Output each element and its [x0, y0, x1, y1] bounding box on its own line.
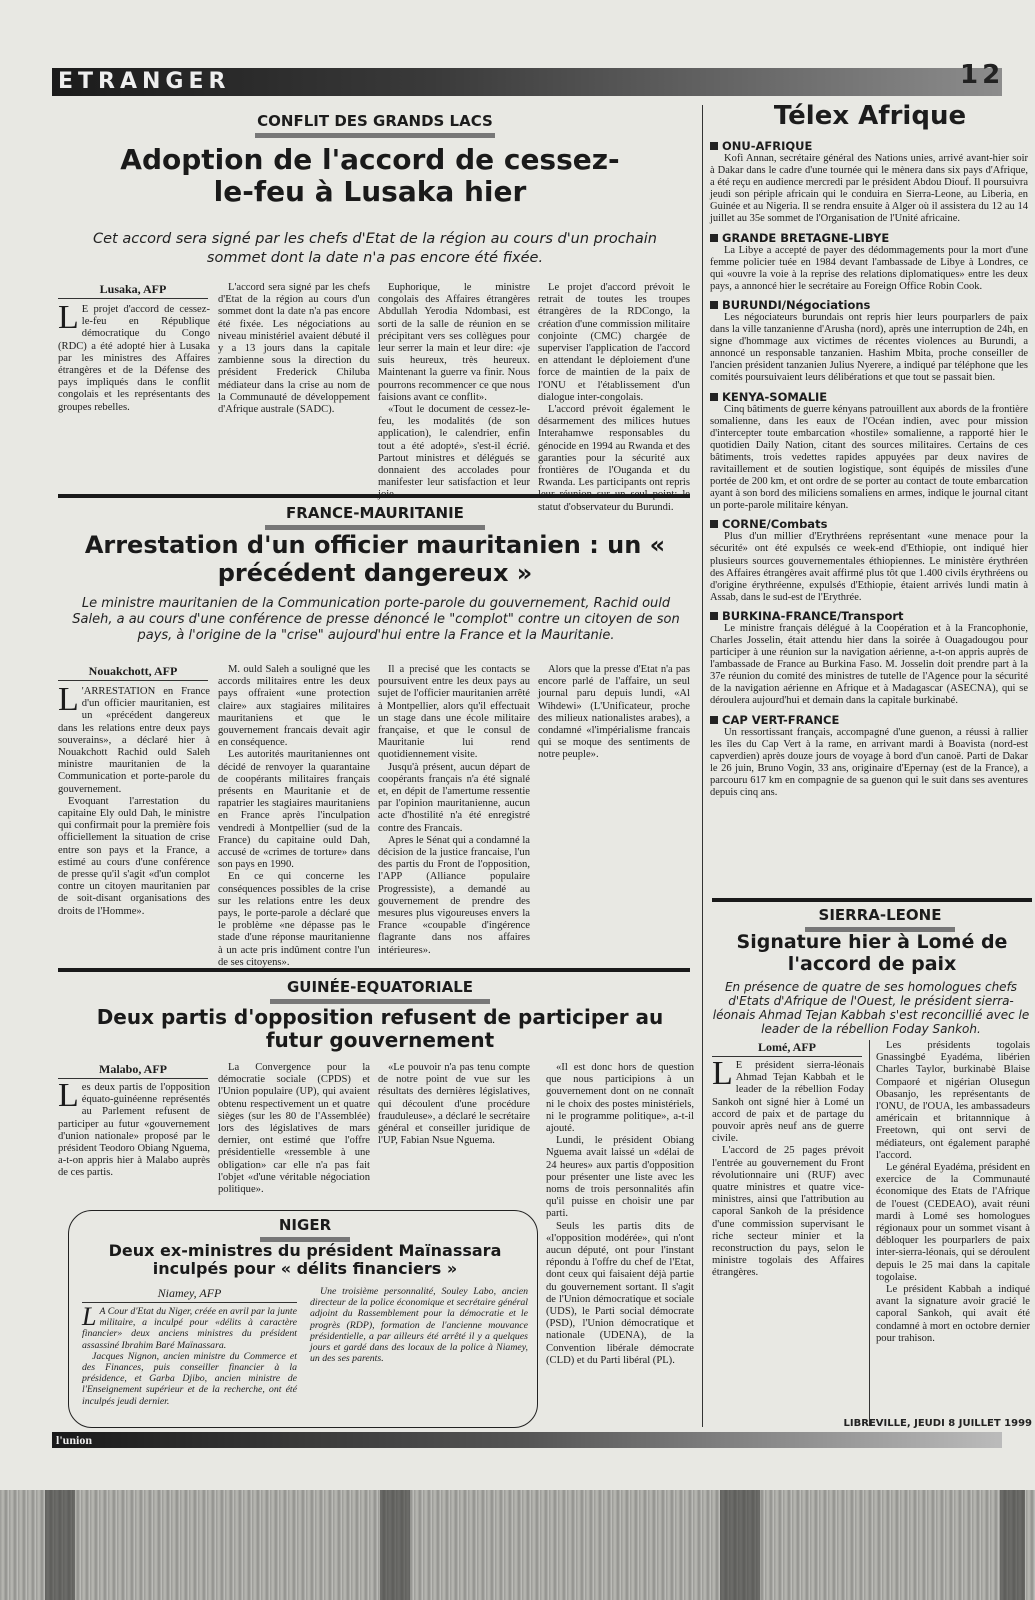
dateline-guinee: Malabo, AFP — [58, 1062, 208, 1079]
telex-heading: ONU-AFRIQUE — [722, 139, 813, 153]
telex-heading: BURUNDI/Négociations — [722, 297, 871, 312]
drop-cap: L — [82, 1302, 97, 1331]
column-grands-lacs-1 — [58, 299, 210, 414]
paragraph: «Le pouvoir n'a pas tenu compte de notre point de vue sur les résultats des dernières législatives, qui découlent d'une procédure frauduleuse», a déclaré le secrétaire général et conseiller juridique de l'UP, Fabian Nsue Nguema. — [378, 1062, 530, 1147]
deck-grands-lacs: Cet accord sera signé par les chefs d'Etat de la région au cours d'un prochain sommet dont la date n'a pas encore été fixée. — [93, 231, 657, 266]
telex-item — [710, 298, 1028, 385]
dateline-mauritanie: Nouakchott, AFP — [58, 664, 208, 681]
divider — [712, 898, 1032, 902]
section-title: ETRANGER — [58, 69, 231, 94]
telex-heading: BURKINA-FRANCE/Transport — [722, 608, 904, 623]
paragraph: Le président Kabbah a indiqué avant la signature avoir gracié le caporal Sankoh, qui avait été condamné à mort en octobre dernier pour trahison. — [876, 1284, 1030, 1344]
telex-text: Un ressortissant français, accompagné d'une guenon, a réussi à rallier les îles du Cap Vert à la rame, en arrivant mardi à Boavista (nord-est capverdien) après douze jours de voyage à bord d'un canoë. Parti de Dakar le 26 juin, Bruno Vogin, 33 ans, originaire d'Epernay (est de la France), a parcouru 617 km en compagnie de sa guenon qui le suit dans ses aventures depuis cinq ans. — [710, 726, 1028, 799]
kicker-text: CONFLIT DES GRANDS LACS — [257, 112, 493, 130]
headline-mauritanie: Arrestation d'un officier mauritanien : un « précédent dangereux » — [84, 531, 666, 587]
telex-text: Plus d'un millier d'Erythréens représentant «une menace pour la sécurité» ont été expulsés ce week-end d'Ethiopie, ont indiqué hier plusieurs sources gouvernementales éthiopiennes. Le ministère érythréen des Affaires étrangères avait affirmé plus tôt que 1.400 civils érythréens ou d'origine érythréenne, expulsés d'Ethiopie, étaient arrivés lundi matin à Assab, dans le sud-est de l'Erythrée. — [710, 531, 1028, 603]
column-mauritanie-3 — [378, 664, 530, 957]
paragraph: «Tout le document de cessez-le-feu, les modalités (de son application), le calendrier, enfin tout a été adopté», s'est-il écrié. Partout ministres et délégués se donnaient des accolades pour manifester leur satisfaction et leur — [378, 404, 530, 489]
headline-sierra-leone: Signature hier à Lomé de l'accord de paix — [736, 931, 1008, 975]
divider — [58, 968, 690, 972]
kicker-guinee — [265, 978, 495, 1004]
paragraph: Une troisième personnalité, Souley Labo, ancien directeur de la police économique et secrétaire général adjoint du Rassemblement pour la démocratie et le progrès (RDP), formation de l'ancienne mouvance présidentielle, a par ailleurs été arrêté il y a quelques jours et gardé dans des locaux de la police à Niamey, un des ses parents. — [310, 1286, 528, 1365]
dateline-sierra-leone: Lomé, AFP — [712, 1040, 862, 1057]
bullet-square-icon — [710, 301, 718, 309]
page-number: 12 — [960, 60, 1005, 90]
drop-cap: L — [712, 1055, 733, 1092]
paragraph: Lundi, le président Obiang Nguema avait laissé un «délai de 24 heures» aux partis d'opposition pour présenter une liste avec les noms de trois personnalités afin qu'il puisse en choisir une par parti. — [546, 1135, 694, 1220]
paragraph: En ce qui concerne les conséquences possibles de la crise sur les relations entre les deux pays, le porte-parole a déclaré que le problème «ne dépasse pas le stade d'une réponse mauritanienne à un acte pris indûment contre l'un de ses citoyens». — [218, 871, 370, 968]
column-niger-2 — [310, 1286, 528, 1364]
paragraph: La Convergence pour la démocratie sociale (CPDS) et l'Union populaire (UP), qui avaient obtenu respectivement un et quatre sièges (sur les 80 de l'Assemblée) lors des législatives de mars dernier, ont estimé que l'offre présidentielle «ressemble à une obligation» car elle n'a pas fait l'objet «d'une véritable négociation politique». — [218, 1062, 370, 1196]
column-grands-lacs-4 — [538, 282, 690, 514]
telex-heading: CORNE/Combats — [722, 517, 828, 532]
paragraph: Jacques Nignon, ancien ministre du Commerce et des Finances, puis conseiller financier à la présidence, et Garba Djibo, ancien ministre de l'Enseignement supérieur et de la recherche, ont été inculpés jeudi dernier. — [82, 1350, 297, 1407]
paragraph: Le général Eyadéma, président en exercice de la Communauté économique des Etats de l'Afrique de l'ouest (CEDEAO), avait réuni mardi à Lomé ses homologues régionaux pour un sommet visant à débloquer les pourparlers de paix inter-sierra-léonais, qui se déroulent depuis le 25 mai dans la capitale togolaise. — [876, 1162, 1030, 1283]
telex-item — [710, 390, 1028, 513]
newspaper-brand: l'union — [56, 1433, 93, 1447]
column-divider — [702, 105, 703, 1427]
bullet-square-icon — [710, 393, 718, 401]
scan-noise-strip — [0, 1490, 1035, 1600]
column-guinee-2 — [218, 1062, 370, 1196]
telex-heading: CAP VERT-FRANCE — [722, 712, 840, 727]
column-grands-lacs-3 — [378, 282, 530, 502]
column-guinee-1 — [58, 1077, 210, 1180]
kicker-underline — [255, 133, 495, 138]
kicker-grands-lacs — [250, 112, 500, 138]
kicker-niger — [250, 1216, 360, 1242]
paragraph: «Il est donc hors de question que nous participions à un gouvernement dont on ne connaît ni le choix des postes ministériels, ni le programme politique», a-t-il ajouté. — [546, 1062, 694, 1135]
column-mauritanie-4 — [538, 664, 690, 762]
drop-cap: L — [58, 681, 79, 718]
section-header-bar — [52, 68, 1002, 96]
bullet-square-icon — [710, 612, 718, 620]
paragraph: Apres le Sénat qui a condamné la décision de la justice francaise, l'un des partis du Front de l'opposition, l'APP (Alliance populaire Progressiste), a demandé au gouvernement de prendre des mesures plus vigoureuses envers la France «coupable d'ingérence flagrante dans nos affaires intérieures». — [378, 834, 530, 956]
telex-text: Cinq bâtiments de guerre kényans patrouillent aux abords de la frontière somalienne, dans les eaux de l'Océan indien, avec pour mission d'intercepter toute embarcation «hostile» somalienne, a rapporté hier le quotidien Daily Nation, citant des sources militaires. Certains de ces bâtiments, trois vedettes rapides appuyées par deux navires de ravitaillement et de soutien logistique, sont équipés de missiles d'une portée de 200 km, et ont ordre de se porter au contact de toute embarcation ayant à son bord des miliciens somaliens en armes, indique le journal citant un porte-parole militaire kényan. — [710, 403, 1028, 512]
paragraph: L'accord prévoit également le désarmement des milices hutues Interahamwe responsables du génocide en 1994 au Rwanda et des garanties pour la sécurité aux frontières de l'Ouganda et du Rwanda. Les participants ont repris statut d'observateur du Burundi. — [538, 404, 690, 513]
column-guinee-3 — [378, 1062, 530, 1147]
headline-niger: Deux ex-ministres du président Maïnassara inculpés pour « délits financiers » — [108, 1241, 502, 1279]
paragraph: Le projet d'accord prévoit le retrait de toutes les troupes étrangères de la RDCongo, la création d'une commission militaire conjointe (CMC) chargée de superviser l'application de l'accord en attendant le déploiement d'une force de maintien de la paix de l'ONU et l'établissement d'un dialogue inter-congolais. — [538, 282, 690, 403]
headline-grands-lacs: Adoption de l'accord de cessez-le-feu à Lusaka hier — [120, 143, 620, 209]
drop-cap: L — [58, 299, 79, 336]
footer-bar — [52, 1418, 1032, 1448]
paragraph: E projet d'accord de cessez-le-feu en République démocratique du Congo (RDC) a été adopté hier à Lusaka par les ministres des Affaires étrangères et de la Défense des pays impliqués dans le conflit congolais et les représentants des groupes rebelles. — [58, 304, 210, 413]
telex-heading: KENYA-SOMALIE — [722, 389, 828, 404]
paragraph: Les autorités mauritaniennes ont décidé de renvoyer la quarantaine de coopérants militaires français présents en Mauritanie et de rapatrier les stagiaires mauritaniens en France après l'inculpation vendredi à Montpellier (sud de la France) du capitaine ould Dah, accusé de «crimes de torture» dans son pays en 1990. — [218, 749, 370, 871]
paragraph: Alors que la presse d'Etat n'a pas encore parlé de l'affaire, un seul journal paru depuis lundi, «Al Wihdewi» (L'Unificateur, proche des milieux nationalistes arabes), a condamné «l'impérialisme francais qui se moque des sentiments de notre peuple». — [538, 664, 690, 761]
paragraph: E président sierra-léonais Ahmad Tejan Kabbah et le leader de la rébellion Foday Sankoh ont signé hier à Lomé un accord de paix et de partage du pouvoir après neuf ans de guerre civile. — [712, 1060, 864, 1145]
column-niger-1 — [82, 1302, 297, 1407]
telex-text: Kofi Annan, secrétaire général des Nations unies, arrivé avant-hier soir à Dakar dans le cadre d'une tournée qui le mènera dans six pays d'Afrique, a été reçu en audience mercredi par le président Abdou Diouf. Il poursuivra jeudi son périple africain qui le conduira en Sierra-Leone, au Liberia, en Guinée et au Nigeria. Il se rendra ensuite à Alger où il assistera du 12 au 14 juillet au 35e sommet de l'Organisation de l'Unité africaine. — [710, 153, 1028, 225]
paragraph: Il a precisé que les contacts se poursuivent entre les deux pays au sujet de l'officier mauritanien arrêté à Montpellier, alors qu'il effectuait un stage dans une école militaire française, et que le consul de Mauritanie lui rend quotidiennement visite. — [378, 664, 530, 761]
kicker-underline — [265, 525, 485, 530]
telex-text: Le ministre français délégué à la Coopération et à la Francophonie, Charles Josselin, était attendu hier dans la soirée à Ouagadougou pour participer à une réunion sur la navigation aérienne, a-t-on appris auprès de l'ambassade de France au Burkina Faso. M. Josselin doit prendre part à la 37e réunion du comité des ministres de tutelle de l'Agence pour la sécurité de la navigation aérienne en Afrique et à Madagascar (ASECNA), qui se déroulera aujourd'hui et demain dans la capitale burkinabé. — [710, 622, 1028, 707]
paragraph: Seuls les partis dits de «l'opposition modérée», qui n'ont aucun député, ont pour l'instant répondu à l'offre du chef de l'Etat, dont ceux qui faisaient déjà partie du gouvernement sortant. Il s'agit de l'Union démocratique et sociale (UDS), le Parti social démocrate (PSD), l'Union démocratique et nationale (UDENA), de la Convention libérale démocrate (CLD) et du Parti libéral (PL). — [546, 1220, 694, 1366]
paragraph: Jusqu'à présent, aucun départ de coopérants français n'a été signalé et, en dépit de l'amertume ressentie par l'opinion mauritanienne, aucun acte d'hostilité n'a été enregistré contre des Francais. — [378, 761, 530, 834]
kicker-text: FRANCE-MAURITANIE — [286, 504, 464, 522]
column-grands-lacs-2 — [218, 282, 370, 416]
bullet-square-icon — [710, 716, 718, 724]
divider — [58, 494, 690, 498]
telex-heading: GRANDE BRETAGNE-LIBYE — [722, 230, 890, 245]
paragraph: Evoquant l'arrestation du capitaine Ely ould Dah, le ministre qui confirmait pour la première fois officiellement la situation de crise entre son pays et la France, a estimé au cours d'une conférence de presse qu'il s'agit «d'un complot contre un citoyen mauritanien par de soit-disant organisations des droits de l'Homme». — [58, 795, 210, 917]
paragraph: L'accord sera signé par les chefs d'Etat de la région au cours d'un sommet dont la date n'a pas encore été fixée. Les négociations au niveau ministériel avaient débuté il y a 13 jours dans la capitale zambienne sous la direction du président Frederick Chiluba médiateur dans la crise au nom de la Communauté de développement d'Afrique australe (SADC). — [218, 282, 370, 416]
scan-band — [1000, 1490, 1025, 1600]
column-sierra-leone-2 — [876, 1040, 1030, 1345]
deck-mauritanie: Le ministre mauritanien de la Communication porte-parole du gouvernement, Rachid ould Saleh, a au cours d'une conférence de presse dénoncé le "complot" contre un citoyen de son pays, à l'origine de la "crise" aujourd'hui entre la France et la Mauritanie. — [72, 596, 680, 643]
kicker-mauritanie — [255, 504, 495, 530]
bullet-square-icon — [710, 142, 718, 150]
kicker-text: NIGER — [278, 1216, 332, 1234]
telex-item — [710, 139, 1028, 226]
issue-date: LIBREVILLE, JEUDI 8 JUILLET 1999 — [843, 1418, 1032, 1429]
column-sierra-leone-1 — [712, 1055, 864, 1280]
column-mauritanie-1 — [58, 681, 210, 918]
telex-item — [710, 517, 1028, 604]
dateline-niger: Niamey, AFP — [82, 1286, 297, 1303]
telex-title: Télex Afrique — [773, 101, 967, 131]
kicker-text: GUINÉE-EQUATORIALE — [286, 978, 474, 996]
telex-text: La Libye a accepté de payer des dédommagements pour la mort d'une femme policier tuée en 1984 devant l'ambassade de Libye à Londres, ce qui «ouvre la voie à la reprise des relations diplomatiques» entre les deux pays, a annoncé hier le secrétaire au Foreign Office Robin Cook. — [710, 244, 1028, 292]
paragraph: es deux partis de l'opposition équato-guinéenne représentés au Parlement refusent de participer au futur «gouvernement d'union nationale» proposé par le président Teodoro Obiang Nguema, a-t-on appris hier à Malabo auprès de ces partis. — [58, 1082, 210, 1179]
deck-sierra-leone: En présence de quatre de ses homologues chefs d'Etats d'Afrique de l'Ouest, le président sierra-léonais Ahmad Tejan Kabbah s'est reconcillié avec le leader de la rébellion Foday Sankoh. — [712, 980, 1030, 1036]
telex-text: Les négociateurs burundais ont repris hier leurs pourparlers de paix dans la ville tanzanienne d'Arusha (nord), après une interruption de 24h, en signe d'hommage aux victimes de récentes violences au Burundi, a annoncé un responsable tanzanien. Hashim Mbita, proche conseiller de l'ancien président tanzanien Julius Nyerere, a indiqué par téléphone que les comités poursuivaient leurs délibérations et que tout se passait bien. — [710, 311, 1028, 384]
column-divider — [869, 1040, 870, 1426]
column-mauritanie-2 — [218, 664, 370, 969]
paragraph: Les présidents togolais Gnassingbé Eyadéma, libérien Charles Taylor, burkinabè Blaise Compaoré et nigérian Olusegun Obasanjo, les représentants de l'ONU, de l'OUA, les ambassadeurs américain et britannnique à Freetown, qui ont servi de médiateurs, ont également paraphé l'accord. — [876, 1040, 1030, 1161]
telex-item — [710, 713, 1028, 800]
paragraph: A Cour d'Etat du Niger, créée en avril par la junte militaire, a inculpé pour «délits à caractère financier» deux anciens ministres du président assassiné Ibrahim Baré Maïnassara. — [82, 1306, 297, 1351]
kicker-sierra-leone — [800, 906, 960, 932]
telex-item — [710, 231, 1028, 293]
drop-cap: L — [58, 1077, 79, 1114]
bullet-square-icon — [710, 520, 718, 528]
paragraph: 'ARRESTATION en France d'un officier mauritanien, est un «précédent dangereux dans les relations entre deux pays souverains», a déclaré hier à Nouakchott Rachid ould Saleh ministre mauritanien de la Communication et porte-parole du gouvernement. — [58, 686, 210, 795]
kicker-underline — [270, 999, 490, 1004]
bullet-square-icon — [710, 234, 718, 242]
paragraph: Euphorique, le ministre congolais des Affaires étrangères Abdullah Yerodia Ndombasi, est sorti de la salle de réunion en se précipitant vers ses collègues pour leur serrer la main et leur dire: «je suis heureux, très heureux. Maintenant la guerre va finir. Nous pourrons recommencer ce que nous faisions avant ce conflit». — [378, 282, 530, 403]
scan-band — [45, 1490, 75, 1600]
paragraph: M. ould Saleh a souligné que les accords militaires entre les deux pays offraient «une protection claire» aux stagiaires militaires mauritaniens et que le gouvernement francais devait agir en conséquence. — [218, 664, 370, 749]
headline-guinee: Deux partis d'opposition refusent de participer au futur gouvernement — [96, 1005, 664, 1052]
dateline-grands-lacs: Lusaka, AFP — [58, 282, 208, 299]
scan-band — [720, 1490, 760, 1600]
telex-list — [710, 134, 1028, 799]
telex-item — [710, 609, 1028, 708]
kicker-text: SIERRA-LEONE — [818, 906, 942, 924]
scan-band — [380, 1490, 410, 1600]
paragraph: L'accord de 25 pages prévoit l'entrée au gouvernement du Front révolutionnaire uni (RUF) avec quatre ministres et quatre vice-ministres, ainsi que l'attribution au caporal Sankoh de la présidence d'une commission supervisant le riche secteur minier et la reconstruction du pays, selon le ministre togolais des Affaires étrangères. — [712, 1145, 864, 1279]
column-guinee-4 — [546, 1062, 694, 1367]
